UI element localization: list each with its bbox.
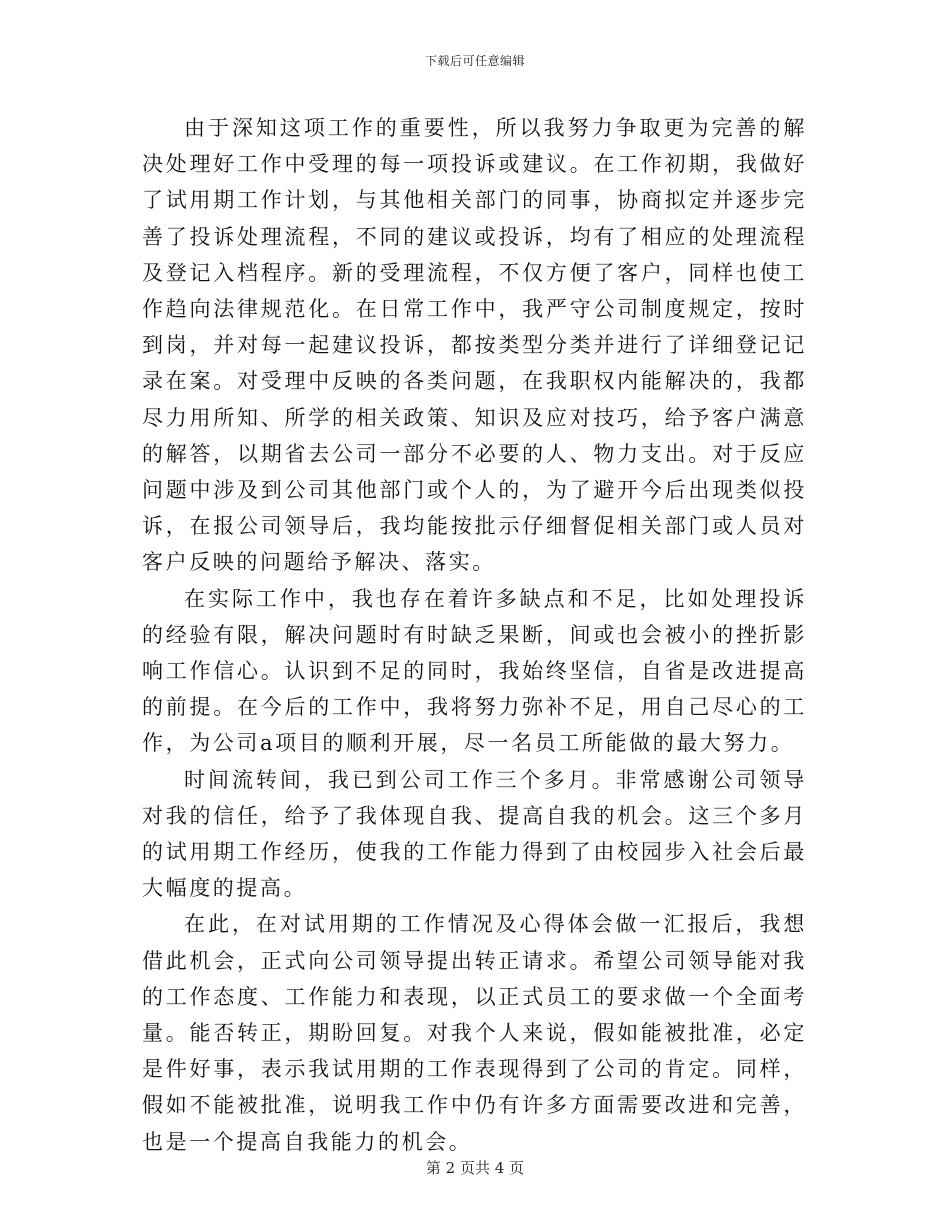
paragraph-1: 由于深知这项工作的重要性，所以我努力争取更为完善的解决处理好工作中受理的每一项投诉或建议。在工作初期，我做好了试用期工作计划，与其他相关部门的同事，协商拟定并逐步完善了投诉处理流程，不同的建议或投诉，均有了相应的处理流程及登记入档程序。新的受理流程，不仅方便了客户，同样也使工作趋向法律规范化。在日常工作中，我严守公司制度规定，按时到岗，并对每一起建议投诉，都按类型分类并进行了详细登记记录在案。对受理中反映的各类问题，在我职权内能解决的，我都尽力用所知、所学的相关政策、知识及应对技巧，给予客户满意的解答，以期省去公司一部分不必要的人、物力支出。对于反应问题中涉及到公司其他部门或个人的，为了避开今后出现类似投诉，在报公司领导后，我均能按批示仔细督促相关部门或人员对客户反映的问题给予解决、落实。 (142, 116, 807, 575)
body-text (142, 110, 807, 1160)
header-note: 下载后可任意编辑 (424, 54, 525, 68)
paragraph-3: 时间流转间，我已到公司工作三个多月。非常感谢公司领导对我的信任，给予了我体现自我、提高自我的机会。这三个多月的试用期工作经历，使我的工作能力得到了由校园步入社会后最大幅度的提高。 (142, 767, 807, 901)
paragraph-4: 在此，在对试用期的工作情况及心得体会做一汇报后，我想借此机会，正式向公司领导提出转正请求。希望公司领导能对我的工作态度、工作能力和表现，以正式员工的要求做一个全面考量。能否转正，期盼回复。对我个人来说，假如能被批准，必定是件好事，表示我试用期的工作表现得到了公司的肯定。同样，假如不能被批准，说明我工作中仍有许多方面需要改进和完善，也是一个提高自我能力的机会。 (142, 912, 807, 1154)
page-number: 第 2 页共 4 页 (425, 1159, 525, 1177)
paragraph-2: 在实际工作中，我也存在着许多缺点和不足，比如处理投诉的经验有限，解决问题时有时缺乏果断，间或也会被小的挫折影响工作信心。认识到不足的同时，我始终坚信，自省是改进提高的前提。在今后的工作中，我将努力弥补不足，用自己尽心的工作，为公司a项目的顺利开展，尽一名员工所能做的最大努力。 (142, 586, 807, 756)
